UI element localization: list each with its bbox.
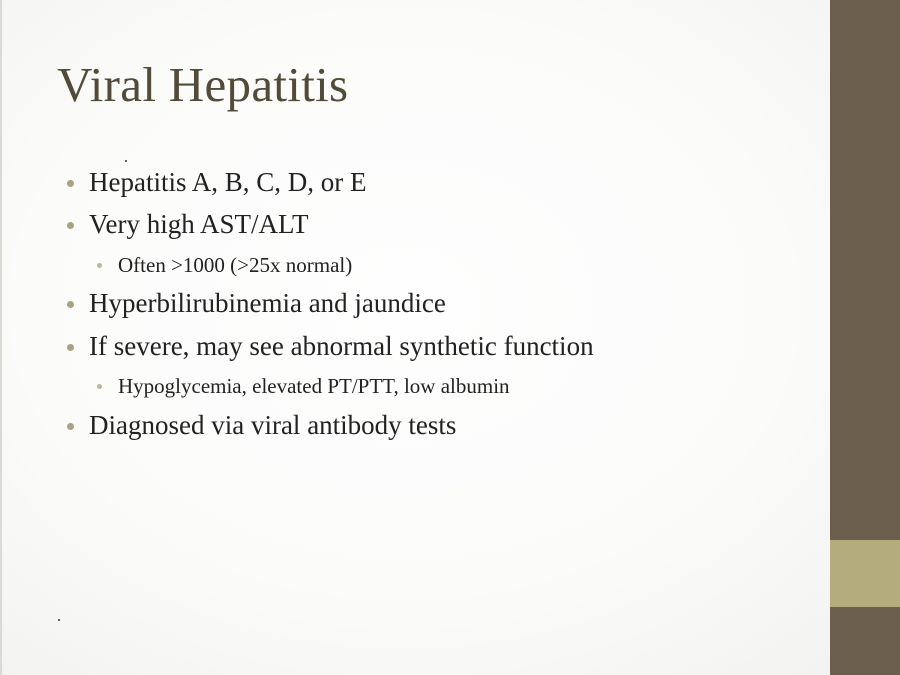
sub-bullet-item: Hypoglycemia, elevated PT/PTT, low albumin xyxy=(118,374,510,398)
artifact-dot xyxy=(125,160,127,162)
bullet-dot-icon xyxy=(67,180,74,187)
bullet-item: Hyperbilirubinemia and jaundice xyxy=(89,288,446,318)
bullet-dot-icon xyxy=(67,301,74,308)
artifact-dot xyxy=(58,619,60,621)
bullet-dot-icon xyxy=(67,344,74,351)
sub-bullet-item: Often >1000 (>25x normal) xyxy=(118,253,353,277)
bullet-item: If severe, may see abnormal synthetic function xyxy=(89,331,594,361)
bullet-item: Hepatitis A, B, C, D, or E xyxy=(89,167,367,197)
sub-bullet-dot-icon xyxy=(97,384,102,389)
slide-left-border xyxy=(0,0,2,675)
slide-title: Viral Hepatitis xyxy=(57,57,349,112)
bullet-item: Diagnosed via viral antibody tests xyxy=(89,410,457,440)
bullet-dot-icon xyxy=(67,423,74,430)
sub-bullet-dot-icon xyxy=(97,263,102,268)
sidebar-accent-block xyxy=(830,540,900,607)
bullet-dot-icon xyxy=(67,222,74,229)
bullet-item: Very high AST/ALT xyxy=(89,209,309,239)
